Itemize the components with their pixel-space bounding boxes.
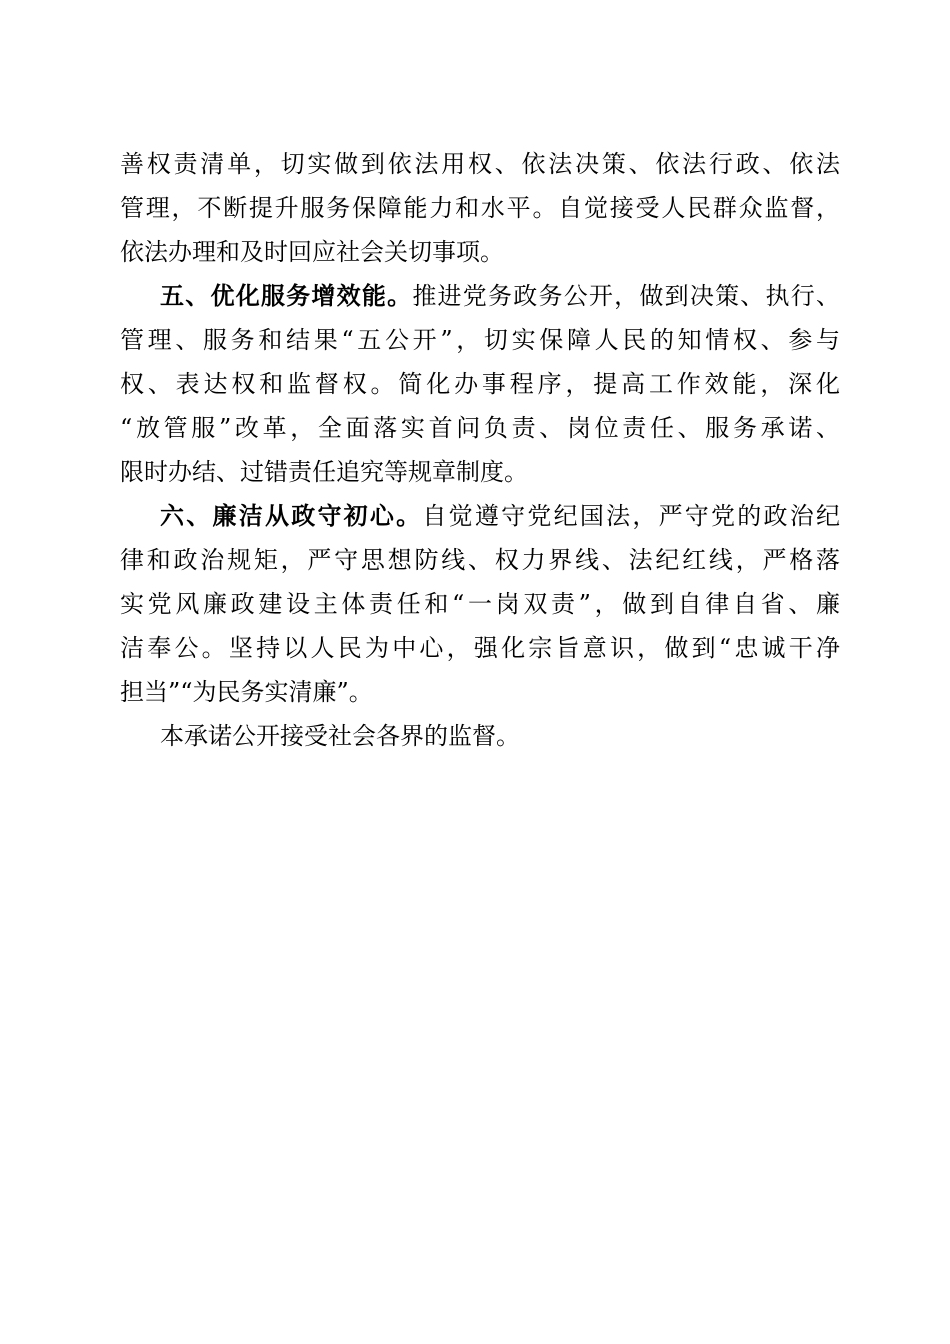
paragraph-section-six [120,494,840,714]
text-line: 管理、服务和结果“五公开”，切实保障人民的知情权、参与 [120,326,840,354]
text-line: 限时办结、过错责任追究等规章制度。 [120,458,528,486]
text-line: 律和政治规矩，严守思想防线、权力界线、法纪红线，严格落 [120,546,840,574]
text-line: 本承诺公开接受社会各界的监督。 [160,722,520,750]
text-line: 权、表达权和监督权。简化办事程序，提高工作效能，深化 [120,370,840,398]
text-line: 管理，不断提升服务保障能力和水平。自觉接受人民群众监督， [120,194,840,222]
text-line: 洁奉公。坚持以人民为中心，强化宗旨意识，做到“忠诚干净 [120,634,840,662]
text-line: “放管服”改革，全面落实首问负责、岗位责任、服务承诺、 [120,414,840,442]
document-body [120,142,840,758]
text-line: 担当”“为民务实清廉”。 [120,678,373,706]
text-line: 依法办理和及时回应社会关切事项。 [120,238,504,266]
section-five-first-line: 推进党务政务公开，做到决策、执行、 [412,282,841,310]
section-heading-six: 六、廉洁从政守初心。 [160,502,423,530]
paragraph-section-five [120,274,840,494]
text-line [120,274,840,318]
section-heading-five: 五、优化服务增效能。 [160,282,413,310]
text-line: 实党风廉政建设主体责任和“一岗双责”，做到自律自省、廉 [120,590,840,618]
text-line: 善权责清单，切实做到依法用权、依法决策、依法行政、依法 [120,150,840,178]
text-line [120,494,840,538]
paragraph-continuation [120,142,840,274]
section-six-first-line: 自觉遵守党纪国法，严守党的政治纪 [422,502,841,530]
paragraph-closing [120,714,840,758]
